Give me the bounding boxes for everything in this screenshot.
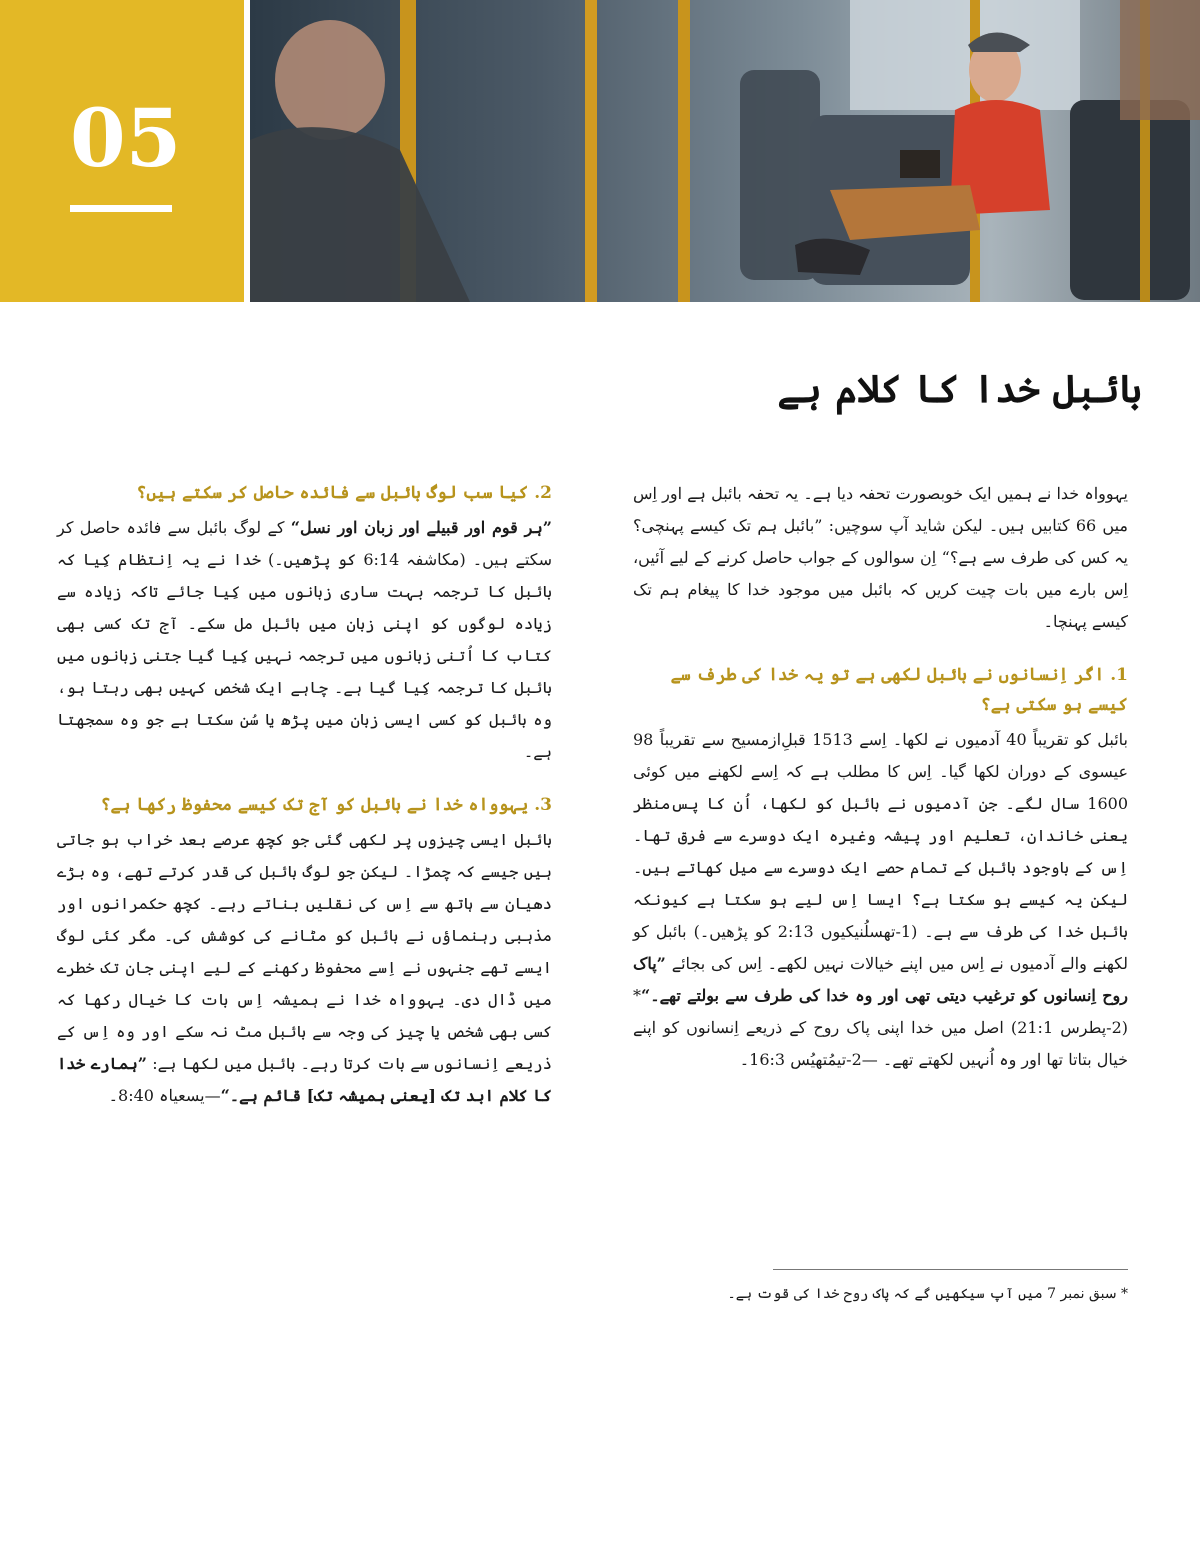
left-column xyxy=(57,478,552,1112)
intro-paragraph: یہوواہ خدا نے ہمیں ایک خوبصورت تحفہ دیا ہے۔ یہ تحفہ بائبل ہے اور اِس میں 66 کتابیں ہیں۔ لیکن شاید آپ سوچیں: ”بائبل ہم تک کیسے پہنچی؟ یہ کس کی طرف سے ہے؟“ اِن سوالوں کے جواب حاصل کرنے کے لیے آئیں، اِس بارے میں بات چیت کریں کہ بائبل میں موجود خدا کا پیغام ہم تک کیسے پہنچا۔ xyxy=(633,484,1128,631)
question-1-text: اگر اِنسانوں نے بائبل لکھی ہے تو یہ خدا کی طرف سے کیسے ہو سکتی ہے؟ xyxy=(670,665,1128,715)
question-3-number: 3. xyxy=(534,795,552,815)
question-2-body-text: کے لوگ بائبل سے فائدہ حاصل کر سکتے ہیں۔ (مکاشفہ 6:14 کو پڑھیں۔) خدا نے یہ اِنتظام کِیا کہ بائبل کا ترجمہ بہت ساری زبانوں میں کِیا جائے تاکہ زیادہ سے زیادہ لوگوں کو اپنی زبان میں بائبل مل سکے۔ آج تک کسی بھی کتاب کا اُتنی زبانوں میں ترجمہ نہیں کِیا گیا جتنی زبانوں میں بائبل کا ترجمہ کِیا گیا ہے۔ چاہے ایک شخص کہیں بھی رہتا ہو، وہ بائبل کو کسی ایسی زبان میں پڑھ یا سُن سکتا ہے جو وہ سمجھتا ہے۔ xyxy=(57,518,552,761)
question-2-heading xyxy=(57,478,552,508)
question-1-number: 1. xyxy=(1110,665,1128,685)
footnote-divider xyxy=(773,1269,1128,1270)
question-3-heading xyxy=(57,790,552,820)
footnote: * سبق نمبر 7 میں آپ سیکھیں گے کہ پاک روح خدا کی قوت ہے۔ xyxy=(727,1286,1128,1302)
question-1-body xyxy=(633,724,1128,1076)
question-3-body xyxy=(57,824,552,1112)
question-2-quote: ”ہر قوم اور قبیلے اور زبان اور نسل“ xyxy=(290,518,552,537)
question-3-quote: ”ہمارے خدا کا کلام ابد تک [یعنی ہمیشہ تک] قائم ہے۔“ xyxy=(57,1054,552,1105)
header-photo xyxy=(250,0,1200,302)
question-2-number: 2. xyxy=(534,483,552,503)
question-3-body-text: بائبل ایسی چیزوں پر لکھی گئی جو کچھ عرصے بعد خراب ہو جاتی ہیں جیسے کہ چمڑا۔ لیکن جو لوگ بائبل کی قدر کرتے تھے، وہ بڑے دھیان سے ہاتھ سے اِس کی نقلیں بناتے رہے۔ کچھ حکمرانوں اور مذہبی رہنماؤں نے بائبل کو مٹانے کی کوشش کی۔ مگر کئی لوگ ایسے تھے جنہوں نے اِسے محفوظ رکھنے کے لیے اپنی جان تک خطرے میں ڈال دی۔ یہوواہ خدا نے ہمیشہ اِس بات کا خیال رکھا کہ کسی بھی شخص یا چیز کی وجہ سے بائبل مٹ نہ سکے اور وہ اِس کے ذریعے اِنسانوں سے بات کرتا رہے۔ بائبل میں لکھا ہے: xyxy=(57,830,552,1073)
question-1-heading xyxy=(633,660,1128,720)
lesson-number: 05 xyxy=(70,91,182,185)
bus-scene-illustration xyxy=(250,0,1200,302)
question-1-quote: ”پاک روح اِنسانوں کو ترغیب دیتی تھی اور وہ خدا کی طرف سے بولتے تھے۔“ xyxy=(633,954,1128,1005)
lesson-number-block xyxy=(0,0,244,302)
right-column xyxy=(633,478,1128,1076)
question-1-body-text-end: * (2-پطرس 21:1) اصل میں خدا اپنی پاک روح کے ذریعے اِنسانوں کو اپنے خیال بتاتا تھا اور وہ اُنہیں لکھتے تھے۔ —2-تیمُتھیُس 16:3۔ xyxy=(633,986,1129,1069)
question-2-text: کیا سب لوگ بائبل سے فائدہ حاصل کر سکتے ہیں؟ xyxy=(136,483,529,503)
question-3-body-text-end: —یسعیاہ 8:40۔ xyxy=(108,1086,221,1105)
question-3-text: یہوواہ خدا نے بائبل کو آج تک کیسے محفوظ رکھا ہے؟ xyxy=(100,795,529,815)
question-2-body xyxy=(57,512,552,768)
lesson-number-underline xyxy=(70,205,172,212)
page-title: بائبل خدا کا کلام ہے xyxy=(777,366,1142,411)
question-1-body-text: بائبل کو تقریباً 40 آدمیوں نے لکھا۔ اِسے 1513 قبلِ‌ازمسیح سے تقریباً 98 عیسوی کے دوران لکھا گیا۔ اِس کا مطلب ہے کہ اِسے لکھنے میں کوئی 1600 سال لگے۔ جن آدمیوں نے بائبل کو لکھا، اُن کا پس‌منظر یعنی خاندان، تعلیم اور پیشہ وغیرہ ایک دوسرے سے فرق تھا۔ اِس کے باوجود بائبل کے تمام حصے ایک دوسرے سے میل کھاتے ہیں۔ لیکن یہ کیسے ہو سکتا ہے؟ ایسا اِس لیے ہو سکتا ہے کیونکہ بائبل خدا کی طرف سے ہے۔ (1-تھسلُنیکیوں 2:13 کو پڑھیں۔) بائبل کو لکھنے والے آدمیوں نے اِس میں اپنے خیالات نہیں لکھے۔ اِس کی بجائے xyxy=(633,730,1129,973)
